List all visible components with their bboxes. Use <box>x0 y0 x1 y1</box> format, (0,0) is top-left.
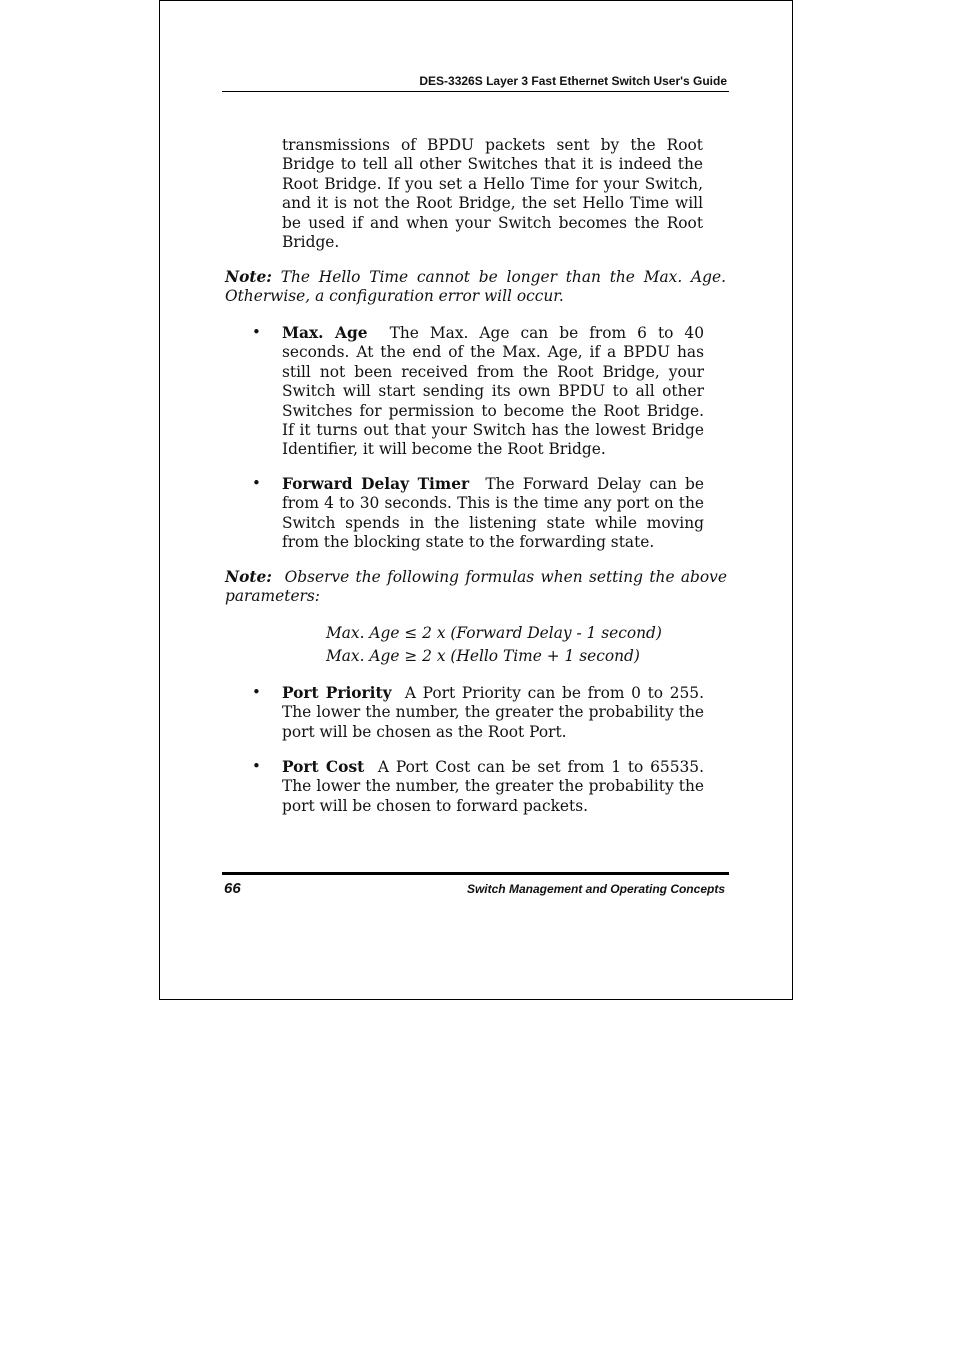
desc-max-age: The Max. Age can be from 6 to 40 seconds. At the end of the Max. Age, if a BPDU has still not been received from the Root Bridge, your Switch will start sending its own BPDU to all other Switches for permission to become the Root Bridge. If it turns out that your Switch has the lowest Bridge Identifier, it will become the Root Bridge. <box>282 324 704 459</box>
page-number: 66 <box>224 880 241 897</box>
footer-section-title: Switch Management and Operating Concepts <box>466 882 725 896</box>
footer-rule <box>222 872 729 875</box>
list-item-forward-delay <box>282 475 704 553</box>
note-hello-time <box>225 268 726 307</box>
term-port-cost: Port Cost <box>282 758 365 776</box>
bullet-port-cost: • <box>252 757 261 775</box>
term-port-priority: Port Priority <box>282 684 392 702</box>
formula-hello-time: Max. Age ≥ 2 x (Hello Time + 1 second) <box>326 647 640 665</box>
list-item-port-cost <box>282 758 704 816</box>
formula-forward-delay: Max. Age ≤ 2 x (Forward Delay - 1 second) <box>326 624 662 642</box>
bullet-port-priority: • <box>252 683 261 701</box>
note-label: Note: <box>225 568 272 586</box>
list-item-port-priority <box>282 684 704 742</box>
desc-port-cost: A Port Cost can be set from 1 to 65535. The lower the number, the greater the probability the port will be chosen to forward packets. <box>282 758 704 815</box>
note-text: The Hello Time cannot be longer than the Max. Age. Otherwise, a configuration error will occur. <box>225 268 726 306</box>
note-formulas <box>225 568 727 607</box>
list-item-max-age <box>282 324 704 460</box>
term-max-age: Max. Age <box>282 324 368 342</box>
note-label: Note: <box>225 268 272 286</box>
bullet-max-age: • <box>252 323 261 341</box>
bullet-forward-delay: • <box>252 474 261 492</box>
intro-paragraph: transmissions of BPDU packets sent by the Root Bridge to tell all other Switches that it is indeed the Root Bridge. If you set a Hello Time for your Switch, and it is not the Root Bridge, the set Hello Time will be used if and when your Switch becomes the Root Bridge. <box>282 136 703 252</box>
note-text: Observe the following formulas when setting the above parameters: <box>225 568 727 606</box>
desc-port-priority: A Port Priority can be from 0 to 255. The lower the number, the greater the probability the port will be chosen as the Root Port. <box>282 684 704 741</box>
term-forward-delay: Forward Delay Timer <box>282 475 470 493</box>
desc-forward-delay: The Forward Delay can be from 4 to 30 seconds. This is the time any port on the Switch spends in the listening state while moving from the blocking state to the forwarding state. <box>282 475 704 552</box>
running-header: DES-3326S Layer 3 Fast Ethernet Switch User's Guide <box>419 74 727 88</box>
header-rule <box>222 91 729 92</box>
